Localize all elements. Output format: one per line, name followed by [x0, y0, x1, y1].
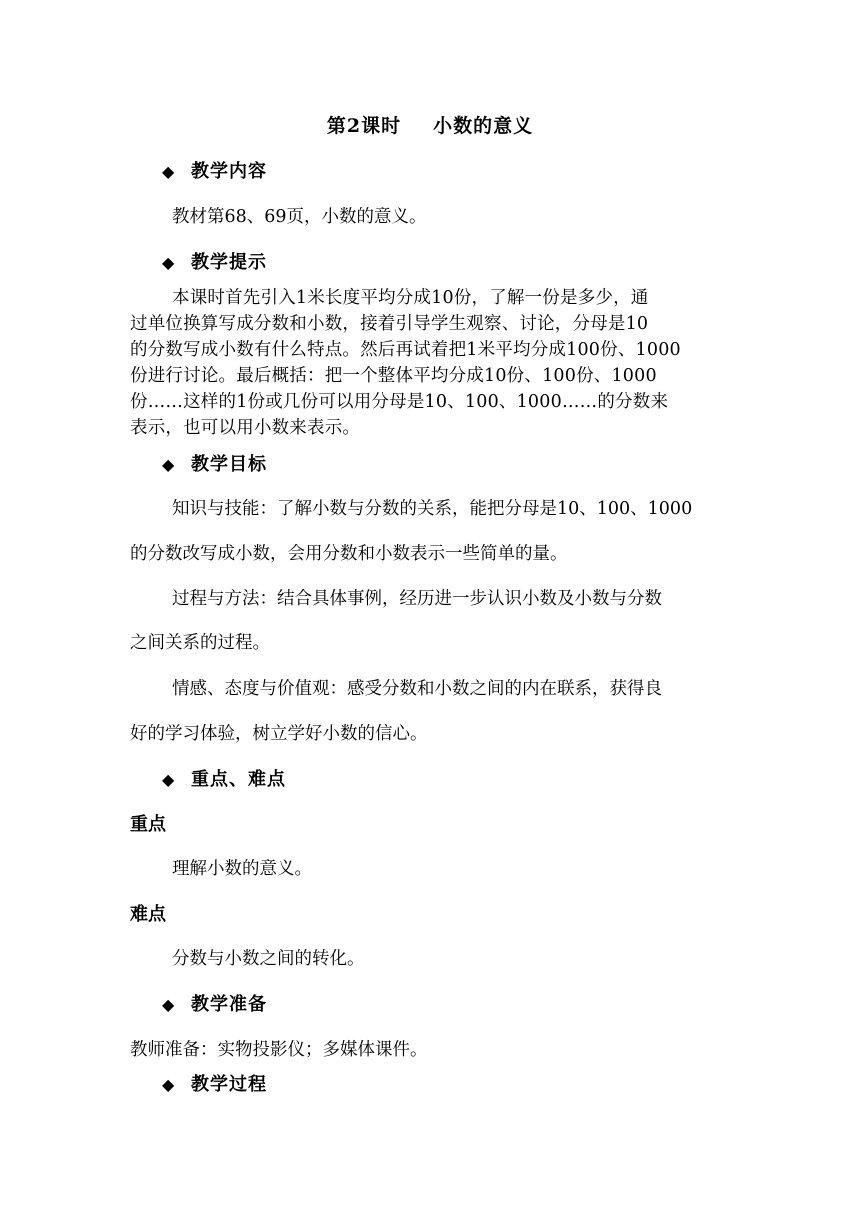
difficult-point-label: 难点 [130, 904, 166, 925]
hint-line: 过单位换算写成分数和小数，接着引导学生观察、讨论，分母是10 [130, 314, 649, 334]
diamond-bullet-icon: ◆ [162, 770, 176, 789]
heading-label: 教学准备 [191, 994, 267, 1015]
hint-line: 份进行讨论。最后概括：把一个整体平均分成10份、100份、1000 [130, 366, 657, 386]
teaching-prep-text: 教师准备：实物投影仪；多媒体课件。 [130, 1040, 428, 1060]
key-point-text: 理解小数的意义。 [172, 859, 312, 879]
hint-line: 份……这样的1份或几份可以用分母是10、100、1000……的分数来 [130, 392, 669, 412]
diamond-bullet-icon: ◆ [162, 995, 176, 1014]
heading-teaching-hint [162, 254, 267, 272]
goal-process-line-2: 之间关系的过程。 [130, 633, 270, 653]
goal-knowledge-line-1: 知识与技能：了解小数与分数的关系，能把分母是10、100、1000 [172, 499, 693, 519]
lesson-topic: 小数的意义 [433, 115, 534, 137]
teaching-hint-paragraph [130, 285, 730, 441]
hint-line: 的分数写成小数有什么特点。然后再试着把1米平均分成100份、1000 [130, 340, 681, 360]
difficult-point-text: 分数与小数之间的转化。 [172, 949, 365, 969]
heading-label: 重点、难点 [191, 769, 286, 790]
heading-teaching-prep [162, 996, 267, 1014]
heading-label: 教学目标 [191, 454, 267, 475]
heading-key-difficult [162, 771, 286, 789]
key-point-label: 重点 [130, 814, 166, 835]
goal-emotion-line-1: 情感、态度与价值观：感受分数和小数之间的内在联系，获得良 [172, 679, 662, 699]
diamond-bullet-icon: ◆ [162, 162, 176, 181]
heading-teaching-goals [162, 456, 267, 474]
heading-teaching-process [162, 1076, 267, 1094]
heading-label: 教学内容 [191, 161, 267, 182]
lesson-number: 第2课时 [326, 115, 402, 137]
heading-teaching-content [162, 163, 267, 181]
lesson-title [0, 117, 860, 136]
hint-line: 本课时首先引入1米长度平均分成10份，了解一份是多少，通 [172, 288, 649, 308]
goal-knowledge-line-2: 的分数改写成小数，会用分数和小数表示一些简单的量。 [130, 544, 568, 564]
heading-label: 教学提示 [191, 252, 267, 273]
goal-process-line-1: 过程与方法：结合具体事例，经历进一步认识小数及小数与分数 [172, 589, 662, 609]
teaching-content-text: 教材第68、69页，小数的意义。 [172, 207, 427, 227]
heading-label: 教学过程 [191, 1074, 267, 1095]
hint-line: 表示，也可以用小数来表示。 [130, 418, 361, 438]
diamond-bullet-icon: ◆ [162, 253, 176, 272]
goal-emotion-line-2: 好的学习体验，树立学好小数的信心。 [130, 724, 428, 744]
diamond-bullet-icon: ◆ [162, 455, 176, 474]
diamond-bullet-icon: ◆ [162, 1075, 176, 1094]
